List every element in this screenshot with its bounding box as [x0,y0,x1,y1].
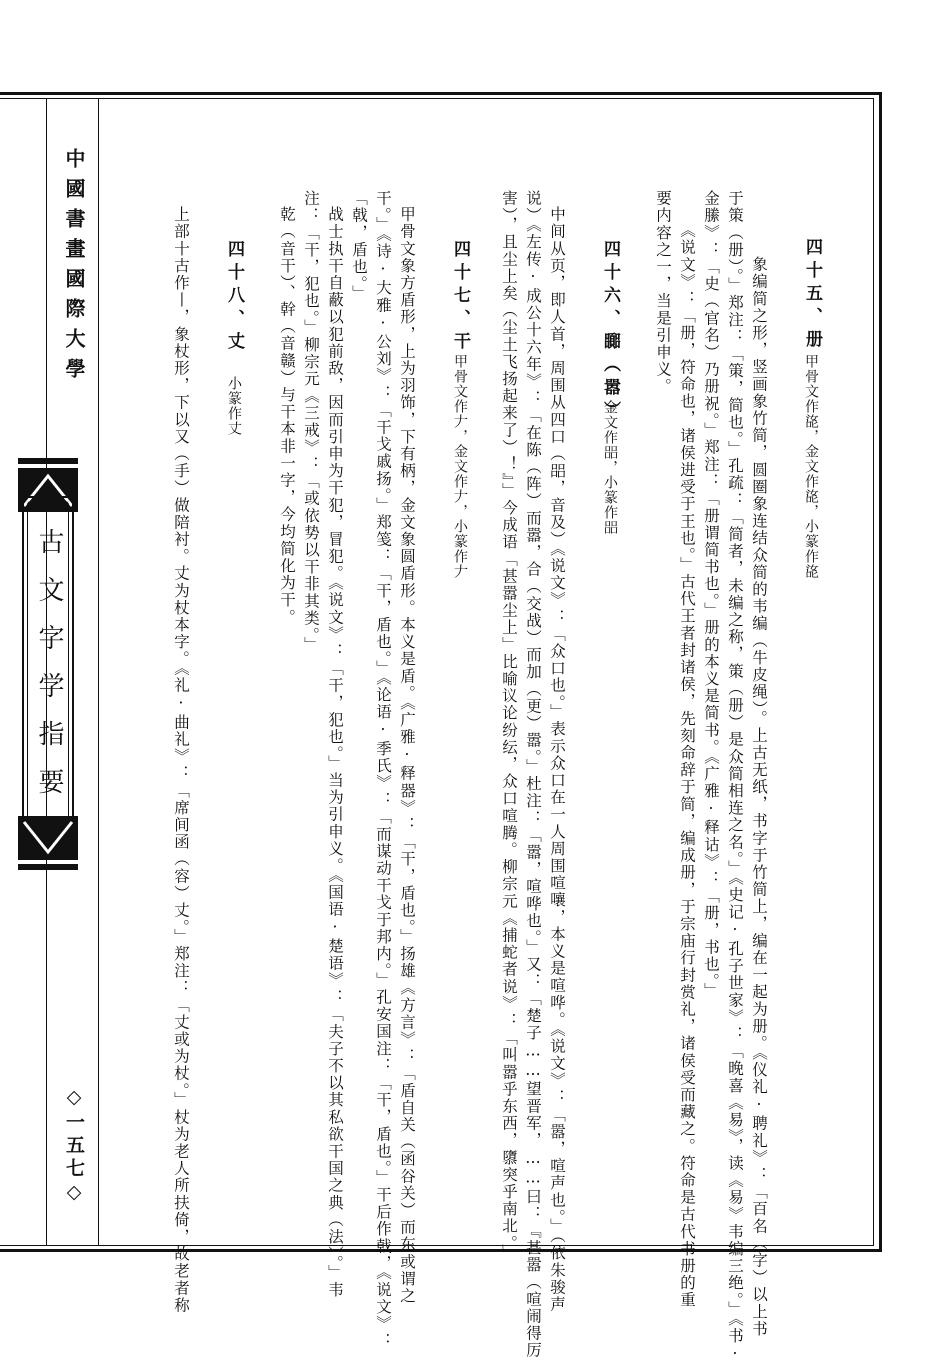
text-line: 上部十古作丨，象杖形，下以又（手）做陪衬。丈为杖本字。《礼·曲礼》：「席间函（容）丈。」郑注：「丈或为杖。」杖为老人所扶倚，故老者称 [172,206,190,1314]
banner-top-bar [18,458,78,464]
text-line: 说）《左传·成公十六年》：「在陈（阵）而嚣，合（交战）而加（更）嚣。」杜注：「嚣，喧哗也。」又：「楚子……望晋军，……曰：『甚嚣（喧闹得厉 [524,190,542,1360]
text-line: 害），且尘上矣（尘土飞扬起来了）！』」今成语「甚嚣尘上」比喻议论纷纭，众口喧腾。柳宗元《捕蛇者说》：「叫嚣乎东西，隳突乎南北。」 [500,190,518,1262]
entry-heading: 四十八、丈 [224,240,244,355]
text-line: 战士执干自蔽以犯前敌，因而引申为干犯，冒犯。《说文》：「干，犯也。」当为引申义。《国语·楚语》：「夫子不以其私欲干国之典（法）。」韦 [326,206,344,1299]
text-line: 「戟，盾也。」 [350,190,368,302]
book-title: 古文字学指要 [34,528,64,816]
entry-forms: 金文作㗊，小篆作㗊 [602,400,618,535]
text-line: 中间从页，即人首，周围从四口（㗊，音及）《说文》：「众口也。」表示众口在一人周围喧嚷，本义是喧哗。《说文》：「嚣，喧声也。」（依朱骏声 [548,206,566,1313]
text-line: 于策（册）。」郑注：「策，简也。」孔疏：「简者，未编之称，策（册）是众简相连之名。」《史记·孔子世家》：「晚喜《易》，读《易》韦编三绝。」《书· [726,190,744,1364]
text-line: 干。」《诗·大雅·公刘》：「干戈戚扬。」郑笺：「干，盾也。」《论语·季氏》：「而谋动干戈于邦内。」孔安国注：「干，盾也。」干后作戟，《说文》： [374,190,392,1350]
text-line: 乾（音干）、幹（音赣）与干本非一字，今均简化为干。 [278,206,296,626]
entry-forms: 甲骨文作㖳，金文作㖳，小篆作㖳 [803,354,819,579]
entry-heading: 四十七、干 [450,240,470,355]
university-name: 中國書畫國際大學 [62,148,86,388]
banner-bottom-cap [18,816,78,860]
text-line: 象编简之形，竖画象竹简，圆圈象连结众简的韦编（牛皮绳）。上古无纸，书字于竹简上，编在一起为册。《仪礼·聘礼》：「百名（字）以上书 [750,256,768,1338]
text-line: 《说文》：「册，符命也，诸侯进受于王也。」古代王者封诸侯，先刻命辞于简，编成册，于宗庙行封赏礼，诸侯受而藏之。符命是古代书册的重 [678,222,696,1309]
text-line: 要内容之一，当是引申义。 [654,190,672,396]
entry-forms: 甲骨文作𠂇，金文作𠂇，小篆作𠂇 [452,354,468,579]
text-line: 注：「干，犯也。」柳宗元《三戒》：「或依势以干非其类。」 [302,190,320,654]
text-line: 甲骨文象方盾形，上为羽饰，下有柄，金文象圆盾形。本义是盾。《广雅·释器》：「干，盾也。」扬雄《方言》：「盾自关（函谷关）而东或谓之 [398,206,416,1305]
margin-rule-right [98,99,99,1245]
page-number: ◇一五七◇ [63,1086,85,1207]
entry-heading: 四十六、嚻（嚣） [600,240,620,424]
text-line: 金縢》：「史（官名）乃册祝。」郑注：「册谓简书也。」册的本义是简书。《广雅·释诂》：「册，书也。」 [702,190,720,1000]
entry-forms: 小篆作丈 [226,376,242,436]
banner-bottom-bar [18,864,78,870]
entry-heading: 四十五、册 [802,238,822,353]
